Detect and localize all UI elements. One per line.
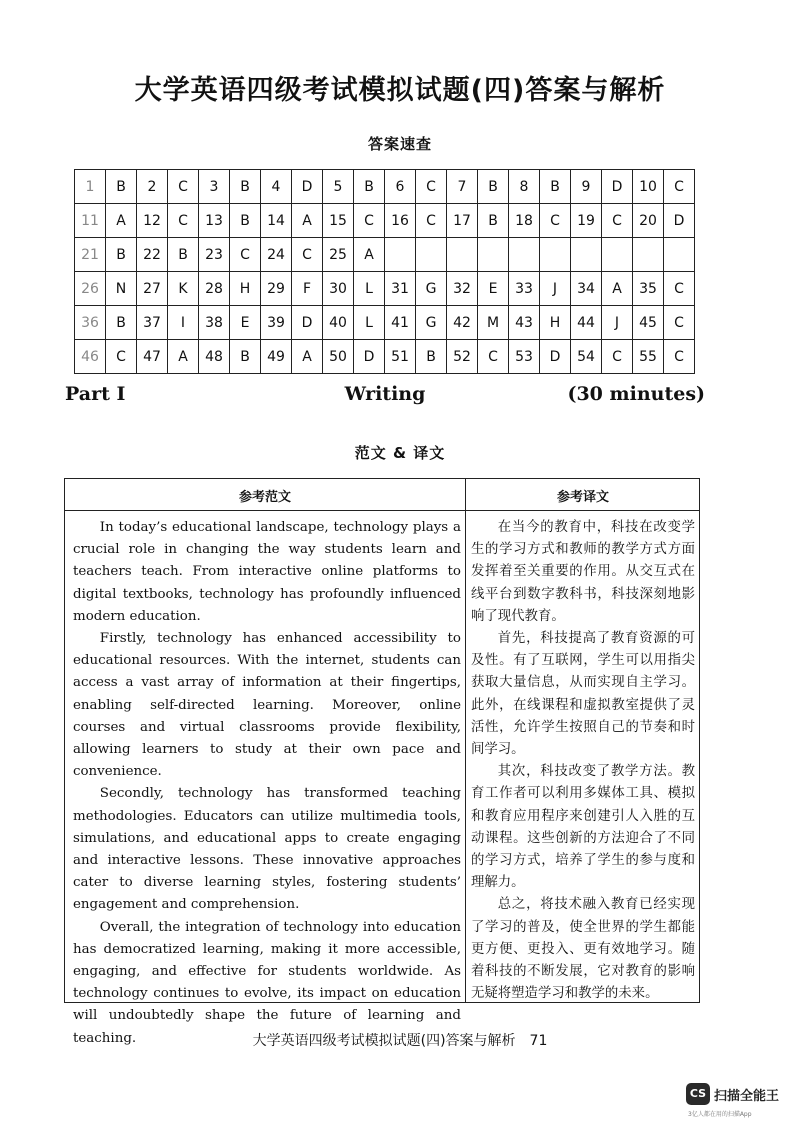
zh-paragraph: 总之，将技术融入教育已经实现了学习的普及，使全世界的学生都能更方便、更投入、更有效地学习。随着科技的不断发展，它对教育的影响无疑将塑造学习和教学的未来。	[471, 897, 695, 1002]
page-footer: 大学英语四级考试模拟试题(四)答案与解析 71	[252, 1033, 548, 1049]
answer-letter: C	[664, 272, 695, 306]
question-number: 22	[137, 238, 168, 272]
question-number: 40	[323, 306, 354, 340]
question-number: 16	[385, 204, 416, 238]
answer-key-heading: 答案速查	[367, 135, 432, 153]
question-number	[633, 238, 664, 272]
answer-letter: H	[540, 306, 571, 340]
part-time: (30 minutes)	[567, 383, 705, 405]
answer-letter: B	[168, 238, 199, 272]
answer-row	[75, 170, 695, 204]
question-number	[509, 238, 540, 272]
question-number: 45	[633, 306, 664, 340]
answer-letter: B	[416, 340, 447, 374]
answer-row	[75, 238, 695, 272]
question-number: 7	[447, 170, 478, 204]
question-number: 54	[571, 340, 602, 374]
question-number: 5	[323, 170, 354, 204]
answer-letter: N	[106, 272, 137, 306]
question-number: 34	[571, 272, 602, 306]
answer-letter: B	[106, 306, 137, 340]
en-paragraph: Overall, the integration of technology into education has democratized learning, making it more accessible, engaging, and effective for students worldwide. As technology continues to evolve, its impact on education will undoubtedly shape the future of learning and teaching.	[73, 919, 461, 1046]
answer-letter: C	[292, 238, 323, 272]
watermark-app-name: 扫描全能王	[714, 1089, 780, 1104]
answer-letter: C	[664, 340, 695, 374]
answer-row	[75, 340, 695, 374]
answer-letter: E	[230, 306, 261, 340]
question-number: 29	[261, 272, 292, 306]
answer-letter: D	[354, 340, 385, 374]
question-number: 1	[75, 170, 106, 204]
answer-letter: D	[292, 306, 323, 340]
zh-paragraph: 在当今的教育中，科技在改变学生的学习方式和教师的教学方式方面发挥着至关重要的作用。从交互式在线平台到数字教科书，科技深刻地影响了现代教育。	[471, 520, 695, 624]
question-number: 48	[199, 340, 230, 374]
answer-letter: C	[106, 340, 137, 374]
answer-letter	[478, 238, 509, 272]
answer-letter: C	[602, 204, 633, 238]
answer-letter: A	[354, 238, 385, 272]
answer-letter: C	[168, 204, 199, 238]
question-number: 52	[447, 340, 478, 374]
question-number: 27	[137, 272, 168, 306]
answer-letter: C	[416, 204, 447, 238]
answer-letter: A	[106, 204, 137, 238]
answer-letter: C	[478, 340, 509, 374]
model-section-heading: 范文 & 译文	[354, 444, 446, 462]
scanner-watermark	[686, 1079, 796, 1123]
camscanner-logo-icon: CS	[686, 1083, 710, 1105]
question-number: 18	[509, 204, 540, 238]
answer-letter: B	[106, 238, 137, 272]
part-label: Part Ⅰ	[65, 383, 126, 405]
answer-letter: C	[168, 170, 199, 204]
answer-letter: B	[230, 170, 261, 204]
question-number: 53	[509, 340, 540, 374]
answer-letter: E	[478, 272, 509, 306]
answer-letter: C	[602, 340, 633, 374]
answer-letter: G	[416, 272, 447, 306]
answer-letter	[540, 238, 571, 272]
question-number: 31	[385, 272, 416, 306]
en-paragraph: In today’s educational landscape, technology plays a crucial role in changing the way students learn and teachers teach. From interactive online platforms to digital textbooks, technology has profoundly influenced modern education.	[73, 520, 461, 624]
answer-letter: B	[478, 170, 509, 204]
answer-letter: A	[602, 272, 633, 306]
question-number: 44	[571, 306, 602, 340]
answer-key-table	[74, 169, 695, 374]
question-number: 17	[447, 204, 478, 238]
en-paragraph: Secondly, technology has transformed teaching methodologies. Educators can utilize multimedia tools, simulations, and educational apps to create engaging and interactive lessons. These innovative approaches cater to diverse learning styles, fostering students’ engagement and comprehension.	[73, 786, 461, 913]
question-number: 41	[385, 306, 416, 340]
answer-letter: C	[230, 238, 261, 272]
answer-row	[75, 204, 695, 238]
answer-letter: B	[540, 170, 571, 204]
question-number: 50	[323, 340, 354, 374]
en-paragraph: Firstly, technology has enhanced accessibility to educational resources. With the internet, students can access a vast array of information at their fingertips, enabling self-directed learning. Moreover, online courses and virtual classrooms provide flexibility, allowing learners to study at their own pace and convenience.	[73, 631, 461, 780]
question-number: 10	[633, 170, 664, 204]
answer-letter: B	[106, 170, 137, 204]
answer-letter: C	[664, 306, 695, 340]
answer-letter: C	[416, 170, 447, 204]
answer-letter: B	[230, 340, 261, 374]
part-title: Writing	[344, 383, 426, 405]
question-number: 24	[261, 238, 292, 272]
answer-row	[75, 272, 695, 306]
question-number: 37	[137, 306, 168, 340]
question-number: 38	[199, 306, 230, 340]
question-number: 14	[261, 204, 292, 238]
answer-letter: A	[292, 340, 323, 374]
question-number: 4	[261, 170, 292, 204]
question-number: 21	[75, 238, 106, 272]
question-number	[385, 238, 416, 272]
question-number: 19	[571, 204, 602, 238]
answer-letter: J	[540, 272, 571, 306]
answer-letter: A	[168, 340, 199, 374]
question-number: 46	[75, 340, 106, 374]
question-number: 26	[75, 272, 106, 306]
page-title: 大学英语四级考试模拟试题(四)答案与解析	[134, 75, 666, 106]
answer-letter: C	[664, 170, 695, 204]
question-number: 9	[571, 170, 602, 204]
answer-letter: H	[230, 272, 261, 306]
question-number: 3	[199, 170, 230, 204]
question-number	[571, 238, 602, 272]
answer-letter: L	[354, 306, 385, 340]
answer-letter: D	[292, 170, 323, 204]
question-number: 49	[261, 340, 292, 374]
answer-letter: B	[354, 170, 385, 204]
answer-letter	[664, 238, 695, 272]
answer-letter: C	[354, 204, 385, 238]
zh-paragraph: 首先，科技提高了教育资源的可及性。有了互联网，学生可以用指尖获取大量信息，从而实现自主学习。此外，在线课程和虚拟教室提供了灵活性，允许学生按照自己的节奏和时间学习。	[471, 631, 695, 758]
question-number: 47	[137, 340, 168, 374]
answer-letter	[416, 238, 447, 272]
column-divider	[465, 479, 466, 1002]
answer-letter: B	[478, 204, 509, 238]
essay-table-header	[65, 479, 699, 511]
answer-letter: M	[478, 306, 509, 340]
zh-paragraph: 其次，科技改变了教学方法。教育工作者可以利用多媒体工具、模拟和教育应用程序来创建引人入胜的互动课程。这些创新的方法迎合了不同的学习方式，培养了学生的参与度和理解力。	[471, 764, 695, 891]
question-number: 51	[385, 340, 416, 374]
question-number: 12	[137, 204, 168, 238]
model-essay-chinese	[471, 517, 695, 1005]
answer-letter: D	[602, 170, 633, 204]
question-number: 55	[633, 340, 664, 374]
question-number: 13	[199, 204, 230, 238]
answer-letter: A	[292, 204, 323, 238]
question-number: 30	[323, 272, 354, 306]
part-header	[65, 383, 705, 409]
answer-letter	[602, 238, 633, 272]
question-number: 35	[633, 272, 664, 306]
question-number: 42	[447, 306, 478, 340]
answer-letter: D	[664, 204, 695, 238]
question-number: 39	[261, 306, 292, 340]
question-number: 28	[199, 272, 230, 306]
answer-letter: F	[292, 272, 323, 306]
answer-letter: L	[354, 272, 385, 306]
question-number: 11	[75, 204, 106, 238]
answer-letter: B	[230, 204, 261, 238]
answer-row	[75, 306, 695, 340]
answer-letter: J	[602, 306, 633, 340]
question-number: 25	[323, 238, 354, 272]
question-number: 43	[509, 306, 540, 340]
question-number: 6	[385, 170, 416, 204]
question-number	[447, 238, 478, 272]
en-column-heading: 参考范文	[238, 490, 291, 505]
answer-letter: D	[540, 340, 571, 374]
answer-letter: I	[168, 306, 199, 340]
question-number: 23	[199, 238, 230, 272]
watermark-tagline: 3亿人都在用的扫描App	[688, 1111, 752, 1118]
question-number: 32	[447, 272, 478, 306]
question-number: 2	[137, 170, 168, 204]
question-number: 36	[75, 306, 106, 340]
question-number: 33	[509, 272, 540, 306]
question-number: 8	[509, 170, 540, 204]
answer-letter: G	[416, 306, 447, 340]
question-number: 15	[323, 204, 354, 238]
model-essay-english	[73, 517, 461, 1050]
answer-letter: K	[168, 272, 199, 306]
question-number: 20	[633, 204, 664, 238]
answer-letter: C	[540, 204, 571, 238]
zh-column-heading: 参考译文	[556, 490, 609, 505]
